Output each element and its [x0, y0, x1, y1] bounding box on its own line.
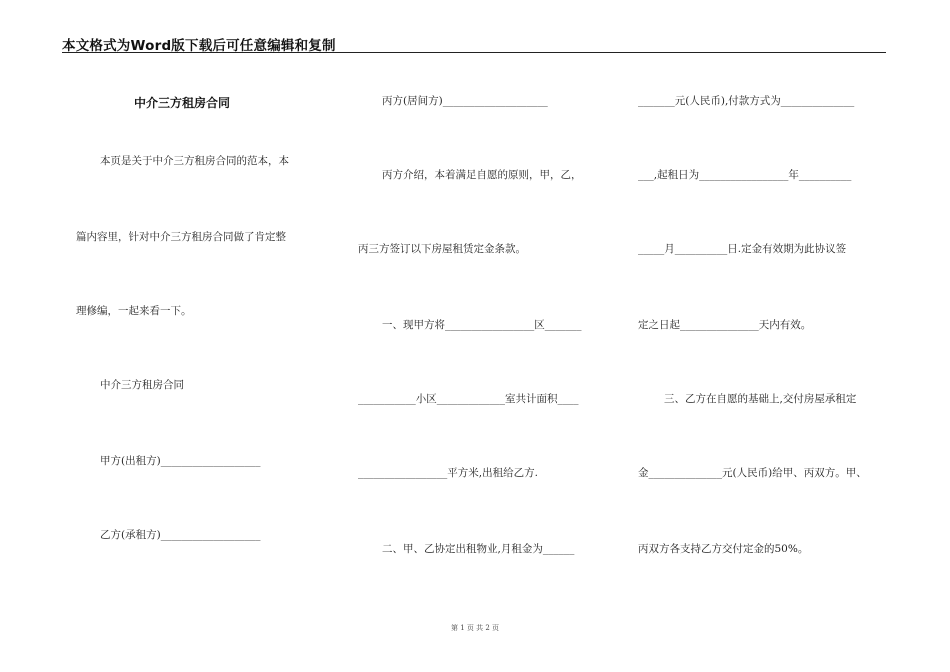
clause-line: _________________平方米,出租给乙方.	[358, 467, 538, 479]
clause-line: 三、乙方在自愿的基础上,交付房屋承租定	[664, 393, 857, 405]
clause-line: 金______________元(人民币)给甲、丙双方。甲、	[638, 467, 867, 479]
clause-line: 定之日起_______________天内有效。	[638, 319, 812, 331]
paragraph-line: 理修编，一起来看一下。	[76, 305, 192, 317]
paragraph-line: 篇内容里，针对中介三方租房合同做了肯定整	[76, 231, 286, 243]
party-b-line: 乙方(承租方)___________________	[100, 529, 261, 541]
party-c-line: 丙方(居间方)____________________	[382, 95, 548, 107]
document-title: 中介三方租房合同	[134, 96, 231, 110]
clause-line: ___,起租日为_________________年__________	[638, 169, 852, 181]
clause-line: 丙双方各支持乙方交付定金的50%。	[638, 543, 809, 555]
clause-line: _______元(人民币),付款方式为______________	[638, 95, 855, 107]
column-2	[355, 0, 620, 672]
document-header: 本文格式为Word版下载后可任意编辑和复制	[62, 38, 336, 54]
paragraph-line: 本页是关于中介三方租房合同的范本，本	[100, 155, 289, 167]
clause-line: 一、现甲方将_________________区_______	[382, 319, 582, 331]
page-number: 第 1 页 共 2 页	[450, 624, 500, 632]
clause-line: ___________小区_____________室共计面积____	[358, 393, 579, 405]
paragraph-line: 丙三方签订以下房屋租赁定金条款。	[358, 243, 526, 255]
column-1	[62, 0, 332, 672]
clause-line: _____月__________日.定金有效期为此协议签	[638, 243, 847, 255]
clause-line: 二、甲、乙协定出租物业,月租金为______	[382, 543, 575, 555]
section-heading: 中介三方租房合同	[100, 379, 184, 391]
paragraph-line: 丙方介绍，本着满足自愿的原则，甲，乙，	[382, 169, 582, 181]
party-a-line: 甲方(出租方)___________________	[100, 455, 261, 467]
column-3	[638, 0, 888, 672]
